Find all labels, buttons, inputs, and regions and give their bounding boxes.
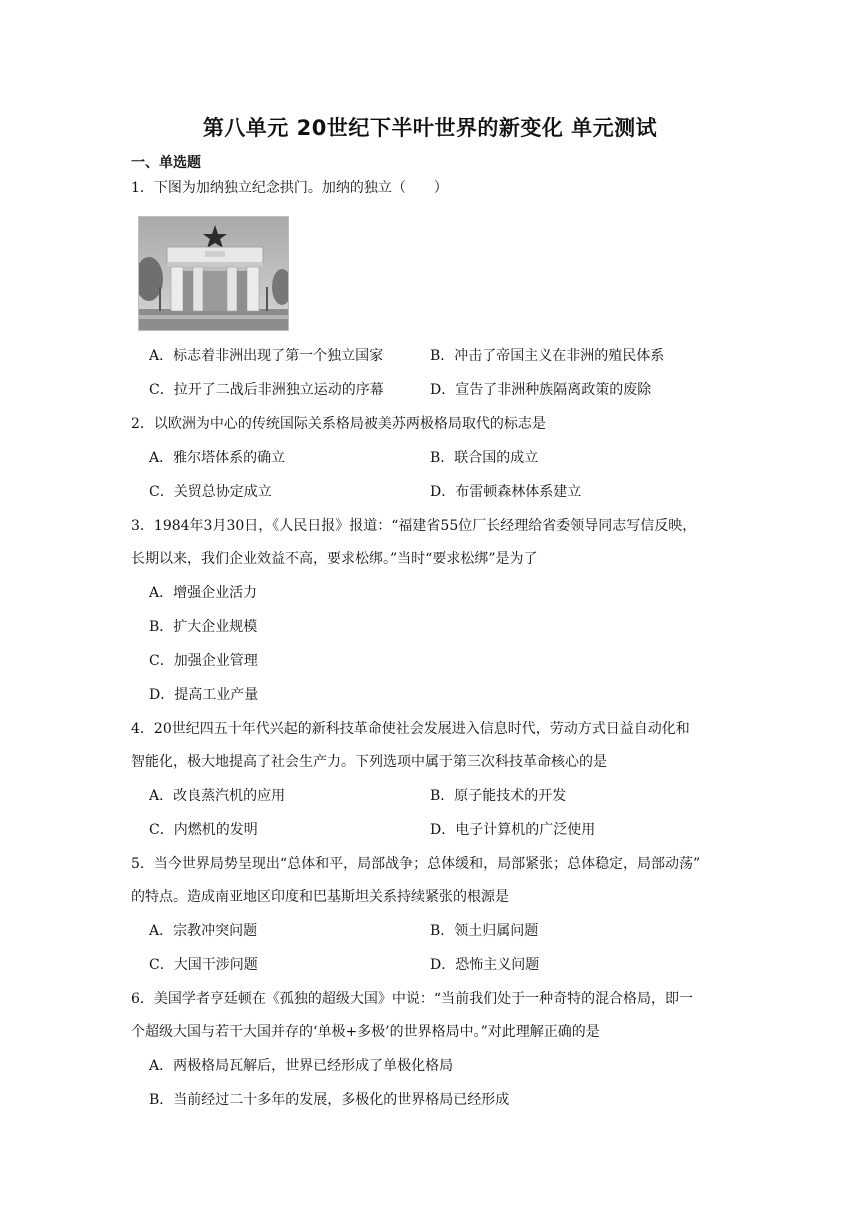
question-4-stem-line-1: 4．20世纪四五十年代兴起的新科技革命使社会发展进入信息时代，劳动方式日益自动化和	[131, 721, 690, 737]
section-heading: 一、单选题	[131, 155, 201, 171]
q3-option-a: A．增强企业活力	[149, 585, 258, 601]
question-5-stem-line-1: 5．当今世界局势呈现出“总体和平，局部战争；总体缓和，局部紧张；总体稳定，局部动荡”	[131, 856, 701, 872]
question-4-stem-line-2: 智能化，极大地提高了社会生产力。下列选项中属于第三次科技革命核心的是	[131, 754, 607, 770]
q5-option-d: D．恐怖主义问题	[430, 957, 540, 973]
q3-option-d: D．提高工业产量	[149, 687, 259, 703]
question-6-stem-line-2: 个超级大国与若干大国并存的‘单极+多极’的世界格局中。”对此理解正确的是	[131, 1024, 600, 1040]
q2-option-d: D．布雷顿森林体系建立	[430, 484, 582, 500]
q4-option-b: B．原子能技术的开发	[430, 788, 567, 804]
question-5-stem-line-2: 的特点。造成南亚地区印度和巴基斯坦关系持续紧张的根源是	[131, 889, 509, 905]
q5-option-c: C．大国干涉问题	[149, 957, 258, 973]
q4-option-a: A．改良蒸汽机的应用	[149, 788, 286, 804]
question-2-stem: 2．以欧洲为中心的传统国际关系格局被美苏两极格局取代的标志是	[131, 416, 546, 432]
independence-arch-photo	[138, 216, 289, 331]
question-1-stem: 1．下图为加纳独立纪念拱门。加纳的独立（ ）	[131, 180, 448, 196]
question-3-stem-line-1: 3．1984年3月30日，《人民日报》报道：“福建省55位厂长经理给省委领导同志写信反映，	[131, 518, 697, 534]
q4-option-d: D．电子计算机的广泛使用	[430, 822, 596, 838]
q1-option-b: B．冲击了帝国主义在非洲的殖民体系	[430, 348, 665, 364]
page-title: 第八单元 20世纪下半叶世界的新变化 单元测试	[202, 116, 658, 140]
q6-option-a: A．两极格局瓦解后，世界已经形成了单极化格局	[149, 1058, 454, 1074]
q3-option-c: C．加强企业管理	[149, 653, 258, 669]
q1-option-c: C．拉开了二战后非洲独立运动的序幕	[149, 382, 384, 398]
question-6-stem-line-1: 6．美国学者亨廷顿在《孤独的超级大国》中说：“当前我们处于一种奇特的混合格局，即一	[131, 991, 694, 1007]
q2-option-a: A．雅尔塔体系的确立	[149, 450, 286, 466]
q1-option-d: D．宣告了非洲种族隔离政策的废除	[430, 382, 652, 398]
question-3-stem-line-2: 长期以来，我们企业效益不高，要求松绑。”当时“要求松绑”是为了	[131, 551, 538, 567]
q3-option-b: B．扩大企业规模	[149, 619, 258, 635]
q5-option-a: A．宗教冲突问题	[149, 923, 258, 939]
q1-option-a: A．标志着非洲出现了第一个独立国家	[149, 348, 384, 364]
q6-option-b: B．当前经过二十多年的发展，多极化的世界格局已经形成	[149, 1092, 510, 1108]
q2-option-b: B．联合国的成立	[430, 450, 539, 466]
q5-option-b: B．领土归属问题	[430, 923, 539, 939]
q2-option-c: C．关贸总协定成立	[149, 484, 272, 500]
q4-option-c: C．内燃机的发明	[149, 822, 258, 838]
